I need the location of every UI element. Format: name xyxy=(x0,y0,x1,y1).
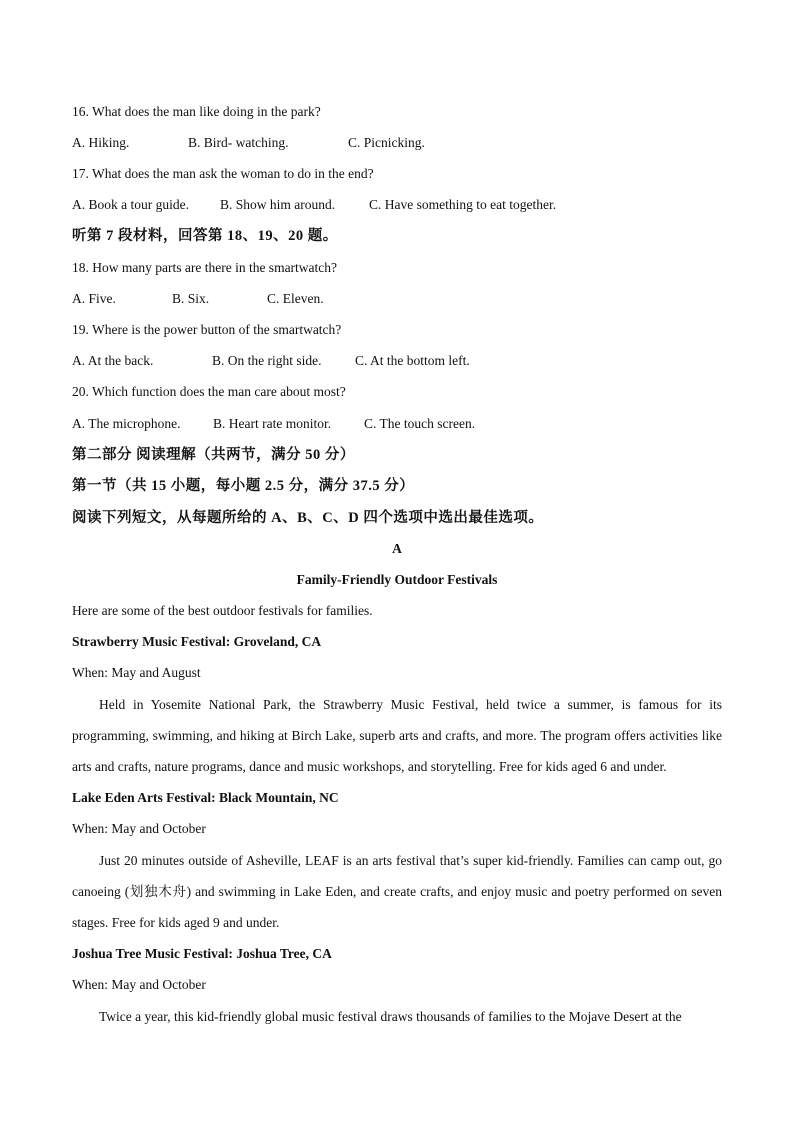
option-a: A. Five. xyxy=(72,291,116,306)
part-2-heading: 第二部分 阅读理解（共两节，满分 50 分） xyxy=(72,447,355,463)
question-18: 18. How many parts are there in the smartwatch? xyxy=(72,260,338,275)
festival-when: When: May and August xyxy=(72,665,201,680)
option-c: C. Eleven. xyxy=(267,291,324,306)
festival-name: Joshua Tree Music Festival: Joshua Tree, CA xyxy=(72,946,332,961)
section-1-heading: 第一节（共 15 小题，每小题 2.5 分，满分 37.5 分） xyxy=(72,478,415,494)
option-c: C. Picnicking. xyxy=(348,135,425,150)
question-18-options xyxy=(72,290,722,308)
section-7-heading: 听第 7 段材料，回答第 18、19、20 题。 xyxy=(72,228,338,244)
festival-name: Strawberry Music Festival: Groveland, CA xyxy=(72,634,322,649)
option-a: A. Book a tour guide. xyxy=(72,197,189,212)
question-17-options xyxy=(72,196,722,214)
reading-instruction: 阅读下列短文，从每题所给的 A、B、C、D 四个选项中选出最佳选项。 xyxy=(72,510,544,526)
option-c: C. The touch screen. xyxy=(364,416,476,431)
option-a: A. At the back. xyxy=(72,353,154,368)
question-16: 16. What does the man like doing in the park? xyxy=(72,104,321,119)
question-19: 19. Where is the power button of the smartwatch? xyxy=(72,322,342,337)
option-b: B. Show him around. xyxy=(220,197,336,212)
passage-intro: Here are some of the best outdoor festivals for families. xyxy=(72,603,373,618)
passage-letter: A xyxy=(392,541,402,556)
passage-title: Family-Friendly Outdoor Festivals xyxy=(296,572,498,587)
option-c: C. Have something to eat together. xyxy=(369,197,557,212)
festival-description: Just 20 minutes outside of Asheville, LEAF is an arts festival that’s super kid-friendly. Families can camp out, go canoeing (划独木舟) and swimming in Lake Eden, and create crafts, and enjoy music and poetry performed on seven stages. Free for kids aged 9 and under. xyxy=(72,853,722,931)
question-20-options xyxy=(72,415,722,433)
festival-name: Lake Eden Arts Festival: Black Mountain, NC xyxy=(72,790,339,805)
question-17: 17. What does the man ask the woman to do in the end? xyxy=(72,166,374,181)
option-b: B. On the right side. xyxy=(212,353,322,368)
option-b: B. Heart rate monitor. xyxy=(213,416,332,431)
option-b: B. Six. xyxy=(172,291,210,306)
festival-when: When: May and October xyxy=(72,821,206,836)
option-a: A. The microphone. xyxy=(72,416,181,431)
festival-when: When: May and October xyxy=(72,977,206,992)
question-19-options xyxy=(72,352,722,370)
festival-description: Twice a year, this kid-friendly global music festival draws thousands of families to the Mojave Desert at the xyxy=(99,1009,682,1024)
festival-description: Held in Yosemite National Park, the Strawberry Music Festival, held twice a summer, is famous for its programming, swimming, and hiking at Birch Lake, superb arts and crafts, and more. The program offers activities like arts and crafts, nature programs, dance and music workshops, and storytelling. Free for kids aged 6 and under. xyxy=(72,697,722,775)
question-20: 20. Which function does the man care about most? xyxy=(72,384,346,399)
question-16-options xyxy=(72,134,722,152)
option-c: C. At the bottom left. xyxy=(355,353,470,368)
option-a: A. Hiking. xyxy=(72,135,130,150)
option-b: B. Bird- watching. xyxy=(188,135,289,150)
